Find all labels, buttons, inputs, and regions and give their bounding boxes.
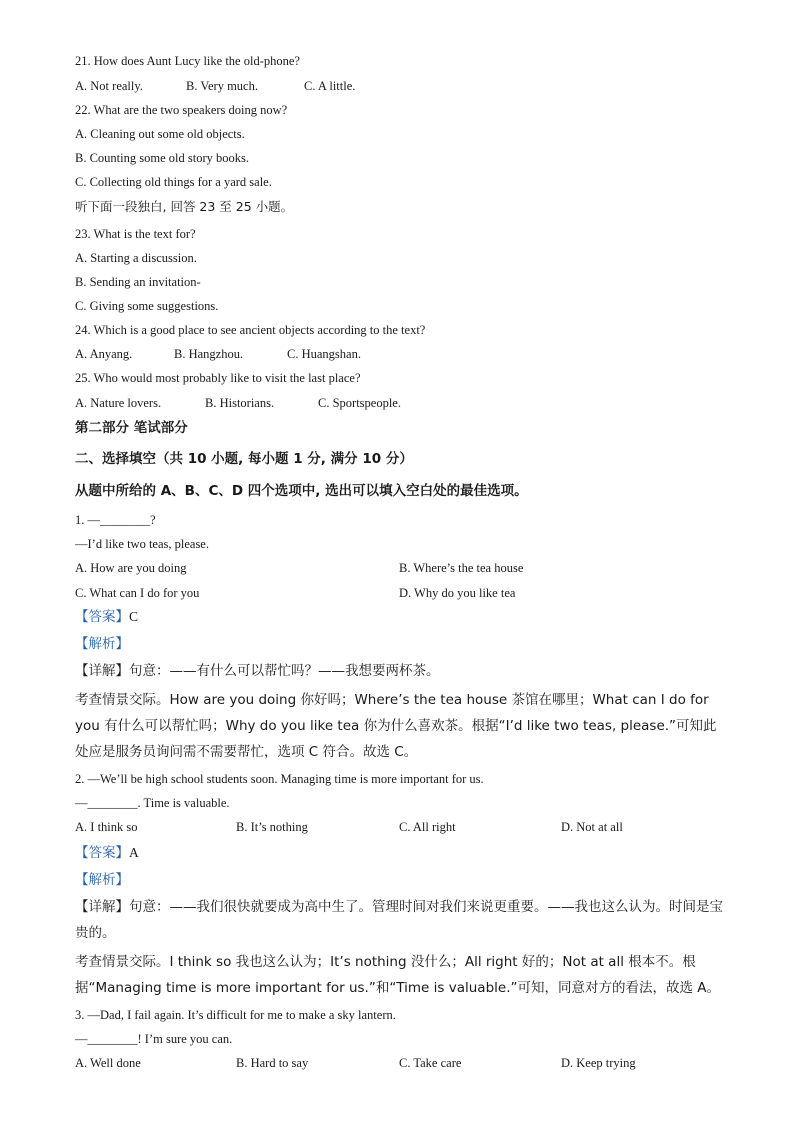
q1-stem: 1. —________? xyxy=(75,513,156,527)
q24-option-b: B. Hangzhou. xyxy=(174,347,244,361)
q3-option-d: D. Keep trying xyxy=(561,1056,636,1070)
q22-option-a: A. Cleaning out some old objects. xyxy=(75,127,245,141)
q21-option-b: B. Very much. xyxy=(186,79,258,93)
detail-tag: 【详解】 xyxy=(75,899,129,915)
section-heading: 二、选择填空（共 10 小题, 每小题 1 分, 满分 10 分） xyxy=(75,451,413,467)
q2-answer-line xyxy=(75,843,139,863)
q1-option-c: C. What can I do for you xyxy=(75,586,200,600)
q2-detail: 句意：——我们很快就要成为高中生了。管理时间对我们来说更重要。——我也这么认为。时间是宝贵的。 xyxy=(75,899,723,941)
section-directions: 从题中所给的 A、B、C、D 四个选项中, 选出可以填入空白处的最佳选项。 xyxy=(75,483,528,499)
q2-option-d: D. Not at all xyxy=(561,820,623,834)
q2-detail-line xyxy=(75,894,725,946)
q1-option-b: B. Where’s the tea house xyxy=(399,561,524,575)
analysis-tag: 【解析】 xyxy=(75,872,129,888)
q25-option-a: A. Nature lovers. xyxy=(75,396,162,410)
answer-tag: 【答案】 xyxy=(75,845,129,861)
q1-explanation: 考查情景交际。How are you doing 你好吗；Where’s the tea house 茶馆在哪里；What can I do for you 有什么可以帮忙吗；Why do you like tea 你为什么喜欢茶。根据“I’d like two teas, please.”可知此处应是服务员询问需不需要帮忙，选项 C 符合。故选 C。 xyxy=(75,692,717,760)
q1-detail: 句意：——有什么可以帮忙吗？——我想要两杯茶。 xyxy=(129,663,440,679)
q23-option-a: A. Starting a discussion. xyxy=(75,251,197,265)
part2-title: 第二部分 笔试部分 xyxy=(75,420,188,436)
q3-option-a: A. Well done xyxy=(75,1056,141,1070)
q2-stem: 2. —We’ll be high school students soon. Managing time is more important for us. xyxy=(75,772,484,786)
q25-stem: 25. Who would most probably like to visit the last place? xyxy=(75,371,361,385)
q23-stem: 23. What is the text for? xyxy=(75,227,196,241)
q1-option-a: A. How are you doing xyxy=(75,561,187,575)
q1-answer-line xyxy=(75,607,138,627)
q24-option-c: C. Huangshan. xyxy=(287,347,361,361)
q21-option-c: C. A little. xyxy=(304,79,356,93)
q3-stem: 3. —Dad, I fail again. It’s difficult for me to make a sky lantern. xyxy=(75,1008,396,1022)
q22-option-b: B. Counting some old story books. xyxy=(75,151,249,165)
answer-tag: 【答案】 xyxy=(75,609,129,625)
q2-answer: A xyxy=(129,845,139,860)
q2-option-b: B. It’s nothing xyxy=(236,820,308,834)
q22-option-c: C. Collecting old things for a yard sale. xyxy=(75,175,272,189)
q3-reply: —________! I’m sure you can. xyxy=(75,1032,233,1046)
q21-stem: 21. How does Aunt Lucy like the old-phone? xyxy=(75,54,300,68)
q2-option-c: C. All right xyxy=(399,820,456,834)
q23-option-c: C. Giving some suggestions. xyxy=(75,299,219,313)
detail-tag: 【详解】 xyxy=(75,663,129,679)
q1-analysis-line xyxy=(75,634,129,654)
q21-option-a: A. Not really. xyxy=(75,79,143,93)
q1-detail-line xyxy=(75,661,440,681)
q24-option-a: A. Anyang. xyxy=(75,347,133,361)
q22-stem: 22. What are the two speakers doing now? xyxy=(75,103,288,117)
q3-option-b: B. Hard to say xyxy=(236,1056,309,1070)
q25-option-c: C. Sportspeople. xyxy=(318,396,401,410)
q3-option-c: C. Take care xyxy=(399,1056,462,1070)
q2-reply: —________. Time is valuable. xyxy=(75,796,230,810)
q1-option-d: D. Why do you like tea xyxy=(399,586,516,600)
q23-option-b: B. Sending an invitation- xyxy=(75,275,201,289)
q2-analysis-line xyxy=(75,870,129,890)
q2-explanation: 考查情景交际。I think so 我也这么认为；It’s nothing 没什么；All right 好的；Not at all 根本不。根据“Managing time is more important for us.”和“Time is valuable.”可知，同意对方的看法，故选 A。 xyxy=(75,954,721,996)
q1-answer: C xyxy=(129,609,139,624)
q25-option-b: B. Historians. xyxy=(205,396,275,410)
q1-reply: —I’d like two teas, please. xyxy=(75,537,209,551)
listening-instruction: 听下面一段独白, 回答 23 至 25 小题。 xyxy=(75,199,294,214)
q2-option-a: A. I think so xyxy=(75,820,138,834)
q24-stem: 24. Which is a good place to see ancient objects according to the text? xyxy=(75,323,426,337)
analysis-tag: 【解析】 xyxy=(75,636,129,652)
